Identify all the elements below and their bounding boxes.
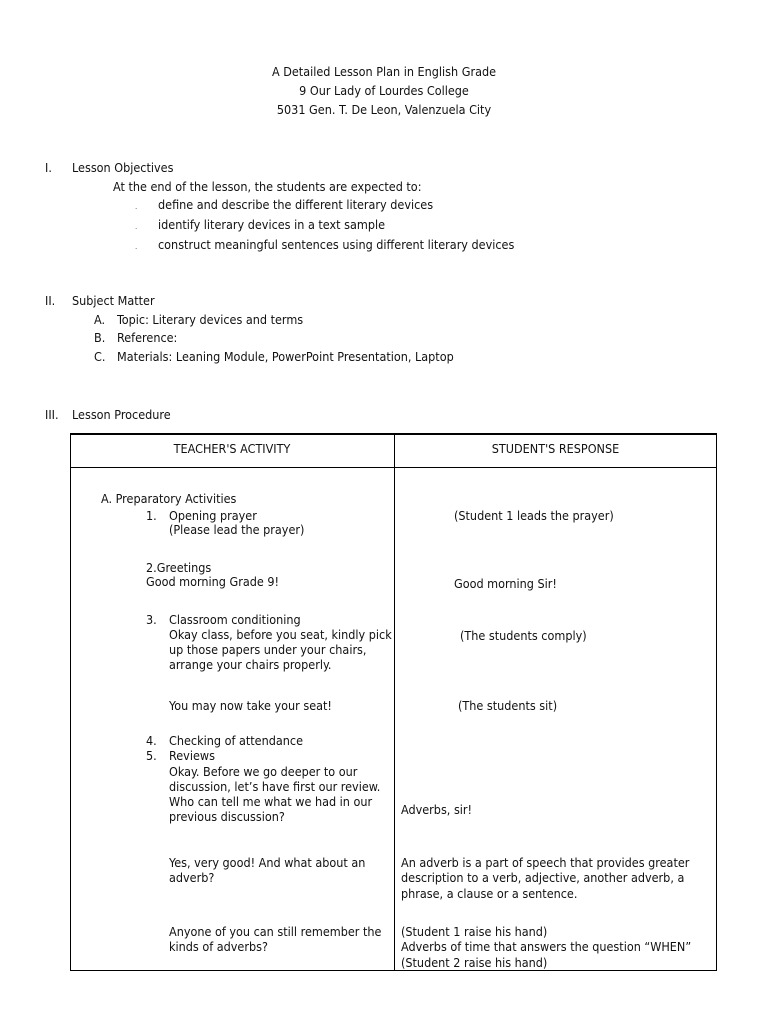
student-response-line: Adverbs, sir! — [401, 802, 473, 817]
student-response-line: (Student 1 leads the prayer) — [454, 508, 614, 523]
bullet-marker: . — [135, 202, 138, 211]
section-heading-procedure: Lesson Procedure — [72, 407, 171, 422]
teacher-activity-line: Opening prayer — [169, 508, 257, 523]
subject-materials: Materials: Leaning Module, PowerPoint Presentation, Laptop — [117, 349, 454, 364]
list-number: 3. — [146, 612, 157, 627]
teacher-activity-line: up those papers under your chairs, — [169, 642, 367, 657]
student-response-line: (Student 1 raise his hand) — [401, 924, 548, 939]
column-header-teacher: TEACHER'S ACTIVITY — [173, 441, 291, 456]
teacher-activity-line: Anyone of you can still remember the — [169, 924, 382, 939]
list-marker: C. — [94, 349, 106, 364]
subject-reference: Reference: — [117, 330, 178, 345]
teacher-activity-line: previous discussion? — [169, 809, 285, 824]
bullet-marker: . — [135, 222, 138, 231]
teacher-activity-line: arrange your chairs properly. — [169, 657, 332, 672]
table-section-title: A. Preparatory Activities — [101, 491, 237, 506]
student-response-line: description to a verb, adjective, another adverb, a — [401, 870, 685, 885]
teacher-activity-line: Okay. Before we go deeper to our — [169, 764, 358, 779]
student-response-line: Adverbs of time that answers the question “WHEN” — [401, 939, 692, 954]
section-heading-subject-matter: Subject Matter — [72, 293, 155, 308]
column-header-student: STUDENT'S RESPONSE — [491, 441, 620, 456]
student-response-line: Good morning Sir! — [454, 576, 557, 591]
student-response-line: (Student 2 raise his hand) — [401, 955, 548, 970]
teacher-activity-line: Who can tell me what we had in our — [169, 794, 373, 809]
objective-item: identify literary devices in a text sample — [158, 217, 386, 232]
list-number: 5. — [146, 748, 157, 763]
student-response-line: (The students sit) — [458, 698, 558, 713]
teacher-activity-line: discussion, let’s have first our review. — [169, 779, 381, 794]
teacher-activity-line: (Please lead the prayer) — [169, 522, 305, 537]
teacher-activity-line: 2.Greetings — [146, 560, 212, 575]
list-marker: A. — [94, 312, 106, 327]
objective-item: define and describe the different literary devices — [158, 197, 434, 212]
section-numeral: I. — [45, 160, 52, 175]
document-subtitle: 9 Our Lady of Lourdes College — [299, 83, 469, 98]
student-response-line: (The students comply) — [460, 628, 587, 643]
table-header-divider — [70, 467, 717, 468]
table-column-divider — [394, 433, 395, 971]
teacher-activity-line: Classroom conditioning — [169, 612, 301, 627]
section-heading-objectives: Lesson Objectives — [72, 160, 174, 175]
teacher-activity-line: Good morning Grade 9! — [146, 574, 280, 589]
teacher-activity-line: Checking of attendance — [169, 733, 303, 748]
document-address: 5031 Gen. T. De Leon, Valenzuela City — [276, 102, 492, 117]
teacher-activity-line: Okay class, before you seat, kindly pick — [169, 627, 392, 642]
section-numeral: III. — [45, 407, 59, 422]
teacher-activity-line: Reviews — [169, 748, 215, 763]
objectives-intro: At the end of the lesson, the students are expected to: — [113, 179, 422, 194]
teacher-activity-line: You may now take your seat! — [169, 698, 332, 713]
section-numeral: II. — [45, 293, 56, 308]
student-response-line: An adverb is a part of speech that provides greater — [401, 855, 690, 870]
list-number: 4. — [146, 733, 157, 748]
teacher-activity-line: Yes, very good! And what about an — [169, 855, 366, 870]
document-title: A Detailed Lesson Plan in English Grade — [271, 64, 497, 79]
teacher-activity-line: adverb? — [169, 870, 215, 885]
subject-topic: Topic: Literary devices and terms — [117, 312, 304, 327]
bullet-marker: . — [135, 242, 138, 251]
list-number: 1. — [146, 508, 157, 523]
list-marker: B. — [94, 330, 106, 345]
teacher-activity-line: kinds of adverbs? — [169, 939, 268, 954]
student-response-line: phrase, a clause or a sentence. — [401, 886, 578, 901]
objective-item: construct meaningful sentences using different literary devices — [158, 237, 515, 252]
